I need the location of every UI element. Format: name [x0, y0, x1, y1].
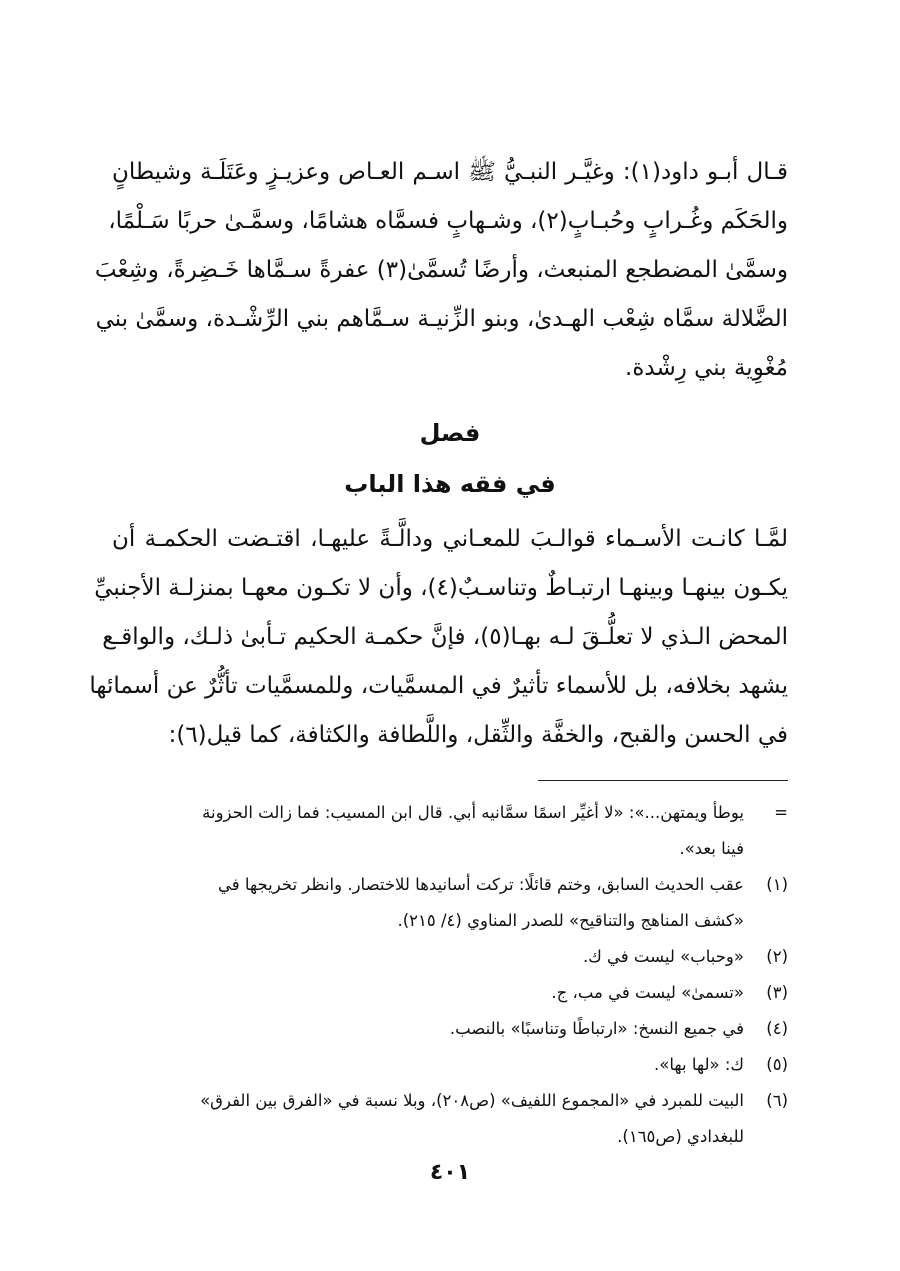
footnote-divider — [538, 780, 788, 781]
page-number: ٤٠١ — [429, 1160, 471, 1185]
footnote-1 — [112, 867, 788, 939]
footnote-number: (١) — [766, 875, 788, 894]
footnote-2 — [112, 939, 788, 975]
paragraph-line: وسمَّىٰ المضطجع المنبعث، وأرضًا تُسمَّىٰ(٣) عفرةً سـمَّاها خَـضِرةً، وشِعْبَ — [94, 257, 788, 283]
footnote-line: «وحباب» ليست في ك. — [582, 947, 744, 966]
footnote-4 — [112, 1011, 788, 1047]
paragraph-line: الضَّلالة سمَّاه شِعْب الهـدىٰ، وبنو الزِّنيـة سـمَّاهم بني الرِّشْـدة، وسمَّىٰ بني — [95, 306, 788, 332]
paragraph-line: قـال أبـو داود(١): وغيَّـر النبـيُّ ﷺ اسـم العـاص وعزيـزٍ وعَتَلَـة وشيطانٍ — [112, 159, 788, 185]
paragraph-line: مُغْوِية بني رِشْدة. — [625, 355, 788, 381]
page-body — [89, 148, 788, 1155]
footnote-line: للبغدادي (ص١٦٥). — [617, 1127, 744, 1146]
paragraph-line: في الحسن والقبح، والخفَّة والثِّقل، واللَّطافة والكثافة، كما قيل(٦): — [168, 722, 788, 748]
footnote-marker: = — [774, 803, 788, 822]
footnote-number: (٣) — [766, 983, 788, 1002]
paragraph-1 — [94, 148, 788, 393]
footnote-line: في جميع النسخ: «ارتباطًا وتناسبًا» بالنصب. — [449, 1019, 744, 1038]
footnote-line: البيت للمبرد في «المجموع اللفيف» (ص٢٠٨)، وبلا نسبة في «الفرق بين الفرق» — [200, 1091, 744, 1110]
footnote-6 — [112, 1083, 788, 1155]
footnote-line: «كشف المناهج والتناقيح» للصدر المناوي (٤/ ٢١٥). — [397, 911, 744, 930]
footnote-continuation — [112, 795, 788, 867]
footnote-line: فينا بعد». — [679, 839, 744, 858]
footnote-number: (٤) — [766, 1019, 788, 1038]
footnote-number: (٥) — [766, 1055, 788, 1074]
footnote-number: (٢) — [766, 947, 788, 966]
footnote-line: عقب الحديث السابق، وختم قائلًا: تركت أسانيدها للاختصار. وانظر تخريجها في — [217, 875, 744, 894]
paragraph-line: والحَكَم وغُـرابٍ وحُبـابٍ(٢)، وشـهابٍ فسمَّاه هشامًا، وسمَّـىٰ حربًا سَـلْمًا، — [108, 208, 788, 234]
paragraph-line: يشهد بخلافه، بل للأسماء تأثيرٌ في المسمَّيات، وللمسمَّيات تأثُّرٌ عن أسمائها — [89, 673, 788, 699]
section-heading: فصل — [419, 419, 481, 447]
footnote-5 — [112, 1047, 788, 1083]
section-subheading: في فقه هذا الباب — [344, 470, 556, 498]
footnote-3 — [112, 975, 788, 1011]
footnote-number: (٦) — [766, 1091, 788, 1110]
paragraph-line: المحض الـذي لا تعلُّـقَ لـه بهـا(٥)، فإنَّ حكمـة الحكيم تـأبىٰ ذلـك، والواقـع — [102, 624, 788, 650]
footnote-line: ك: «لها بها». — [654, 1055, 744, 1074]
paragraph-line: يكـون بينهـا وبينهـا ارتبـاطٌ وتناسـبٌ(٤)، وأن لا تكـون معهـا بمنزلـة الأجنبيِّ — [94, 575, 788, 601]
footnote-line: «تسمىٰ» ليست في مب، ج. — [551, 983, 744, 1002]
paragraph-line: لمَّـا كانـت الأسـماء قوالـبَ للمعـاني ودالَّـةً عليهـا، اقتـضت الحكمـة أن — [112, 526, 788, 552]
footnotes — [112, 795, 788, 1155]
footnote-line: يوطأ ويمتهن...»: «لا أغيِّر اسمًا سمَّانيه أبي. قال ابن المسيب: فما زالت الحزونة — [202, 803, 744, 822]
paragraph-2 — [89, 515, 788, 760]
